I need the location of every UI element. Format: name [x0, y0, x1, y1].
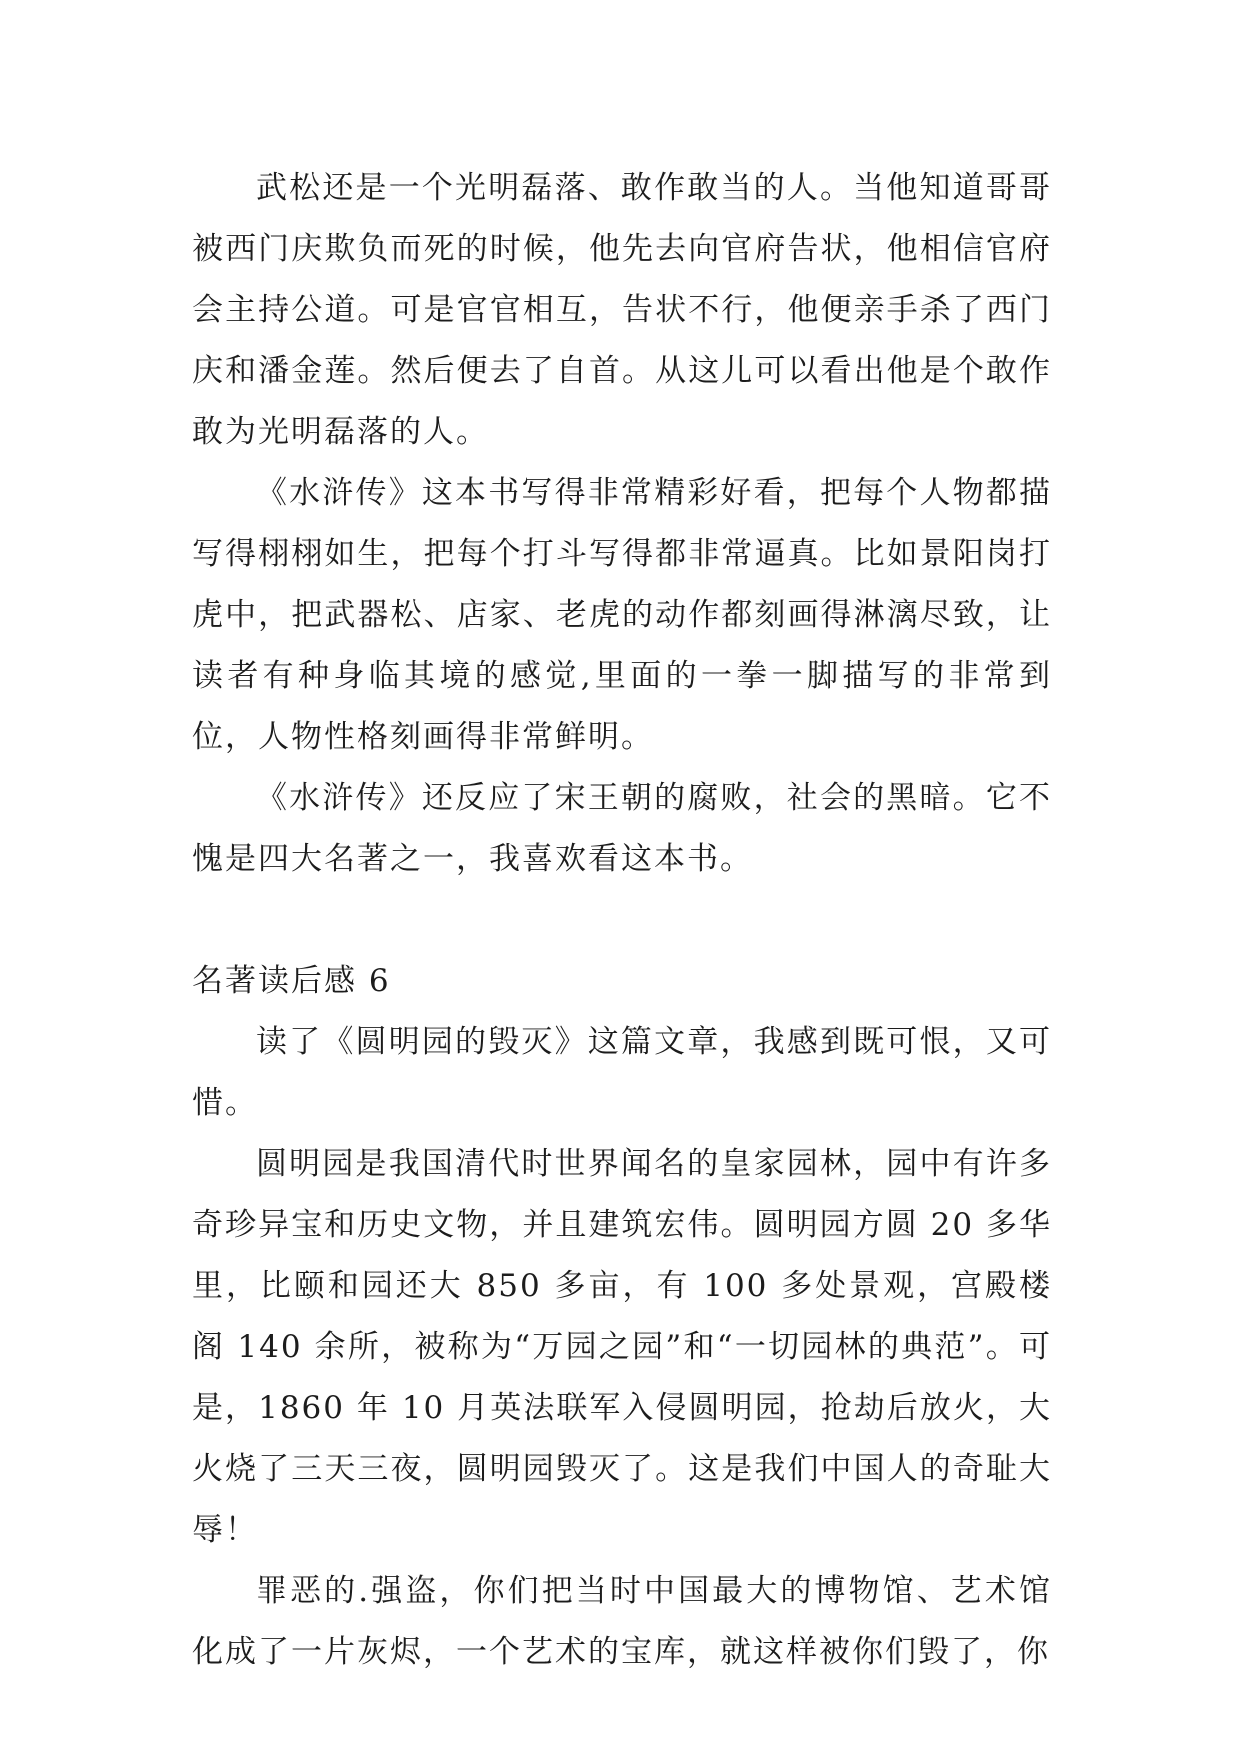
document-body	[192, 158, 1052, 1683]
paragraph-wusong: 武松还是一个光明磊落、敢作敢当的人。当他知道哥哥被西门庆欺负而死的时候，他先去向官府告状，他相信官府会主持公道。可是官官相互，告状不行，他便亲手杀了西门庆和潘金莲。然后便去了自首。从这儿可以看出他是个敢作敢为光明磊落的人。	[192, 170, 1052, 450]
section-title: 名著读后感 6	[192, 963, 391, 999]
paragraph-yuanmingyuan-robbers: 罪恶的.强盗，你们把当时中国最大的博物馆、艺术馆化成了一片灰烬，一个艺术的宝库，就这样被你们毁了，你	[192, 1573, 1052, 1670]
paragraph-shuihu-writing: 《水浒传》这本书写得非常精彩好看，把每个人物都描写得栩栩如生，把每个打斗写得都非常逼真。比如景阳岗打虎中，把武器松、店家、老虎的动作都刻画得淋漓尽致，让读者有种身临其境的感觉,里面的一拳一脚描写的非常到位，人物性格刻画得非常鲜明。	[192, 475, 1052, 755]
paragraph-shuihu-society: 《水浒传》还反应了宋王朝的腐败，社会的黑暗。它不愧是四大名著之一，我喜欢看这本书。	[192, 780, 1052, 877]
paragraph-yuanmingyuan-intro: 读了《圆明园的毁灭》这篇文章，我感到既可恨，又可惜。	[192, 1024, 1052, 1121]
paragraph-yuanmingyuan-history: 圆明园是我国清代时世界闻名的皇家园林，园中有许多奇珍异宝和历史文物，并且建筑宏伟。圆明园方圆 20 多华里，比颐和园还大 850 多亩，有 100 多处景观，宫殿楼阁 140 余所，被称为“万园之园”和“一切园林的典范”。可是，1860 年 10 月英法联军入侵圆明园，抢劫后放火，大火烧了三天三夜，圆明园毁灭了。这是我们中国人的奇耻大辱！	[192, 1146, 1052, 1548]
